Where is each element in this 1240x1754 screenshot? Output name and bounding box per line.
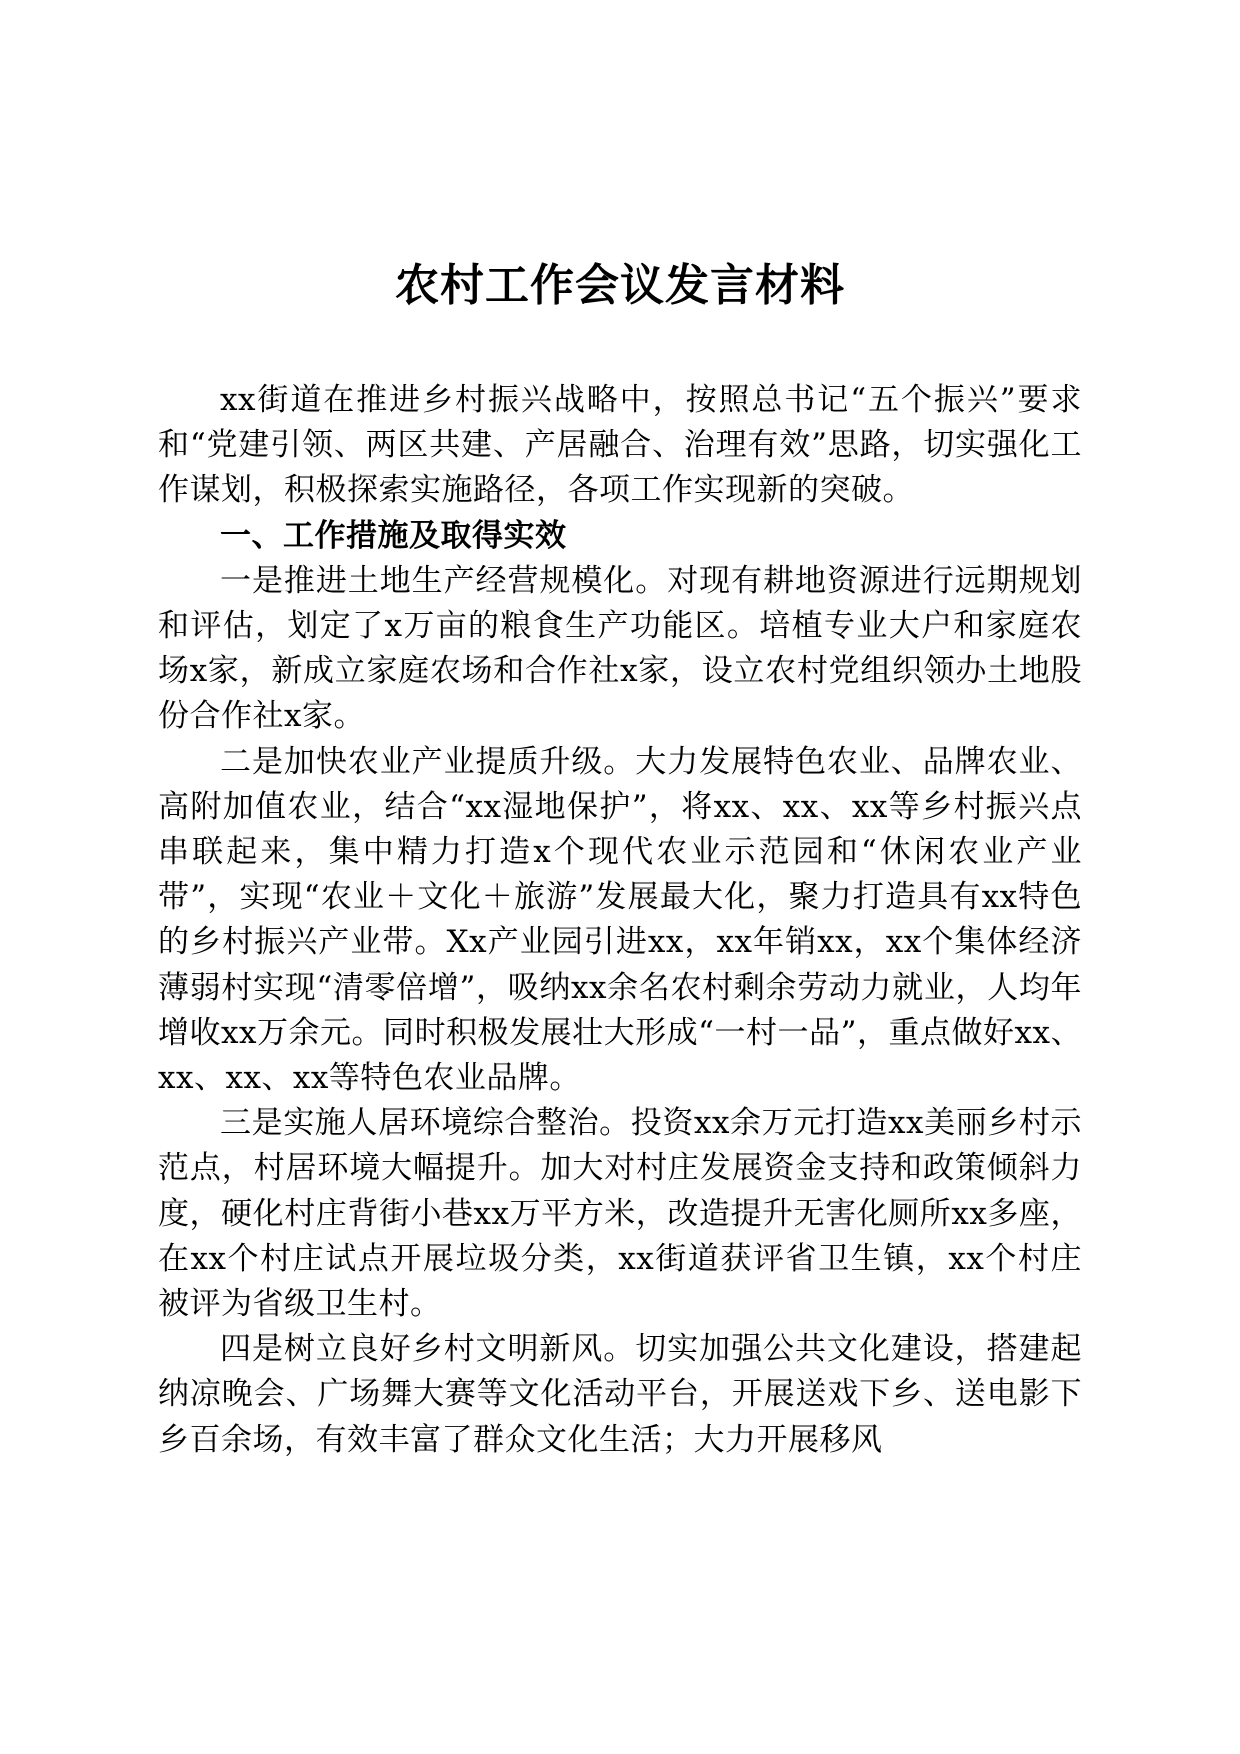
document-body — [158, 378, 1082, 1463]
paragraph-civilization: 四是树立良好乡村文明新风。切实加强公共文化建设，搭建起纳凉晚会、广场舞大赛等文化活动平台，开展送戏下乡、送电影下乡百余场，有效丰富了群众文化生活；大力开展移风 — [158, 1331, 1082, 1458]
intro-paragraph: xx街道在推进乡村振兴战略中，按照总书记“五个振兴”要求和“党建引领、两区共建、产居融合、治理有效”思路，切实强化工作谋划，积极探索实施路径，各项工作实现新的突破。 — [158, 382, 1082, 509]
paragraph-land-scale: 一是推进土地生产经营规模化。对现有耕地资源进行远期规划和评估，划定了x万亩的粮食生产功能区。培植专业大户和家庭农场x家，新成立家庭农场和合作社x家，设立农村党组织领办土地股份合作社x家。 — [158, 562, 1082, 735]
document-title: 农村工作会议发言材料 — [395, 260, 845, 311]
paragraph-environment: 三是实施人居环境综合整治。投资xx余万元打造xx美丽乡村示范点，村居环境大幅提升。加大对村庄发展资金支持和政策倾斜力度，硬化村庄背街小巷xx万平方米，改造提升无害化厕所xx多座，在xx个村庄试点开展垃圾分类，xx街道获评省卫生镇，xx个村庄被评为省级卫生村。 — [158, 1105, 1082, 1323]
paragraph-industry-upgrade: 二是加快农业产业提质升级。大力发展特色农业、品牌农业、高附加值农业，结合“xx湿地保护”，将xx、xx、xx等乡村振兴点串联起来，集中精力打造x个现代农业示范园和“休闲农业产业带”，实现“农业＋文化＋旅游”发展最大化，聚力打造具有xx特色的乡村振兴产业带。Xx产业园引进xx，xx年销xx，xx个集体经济薄弱村实现“清零倍增”，吸纳xx余名农村剩余劳动力就业，人均年增收xx万余元。同时积极发展壮大形成“一村一品”，重点做好xx、xx、xx、xx等特色农业品牌。 — [158, 743, 1082, 1097]
section-heading: 一、工作措施及取得实效 — [220, 517, 567, 554]
